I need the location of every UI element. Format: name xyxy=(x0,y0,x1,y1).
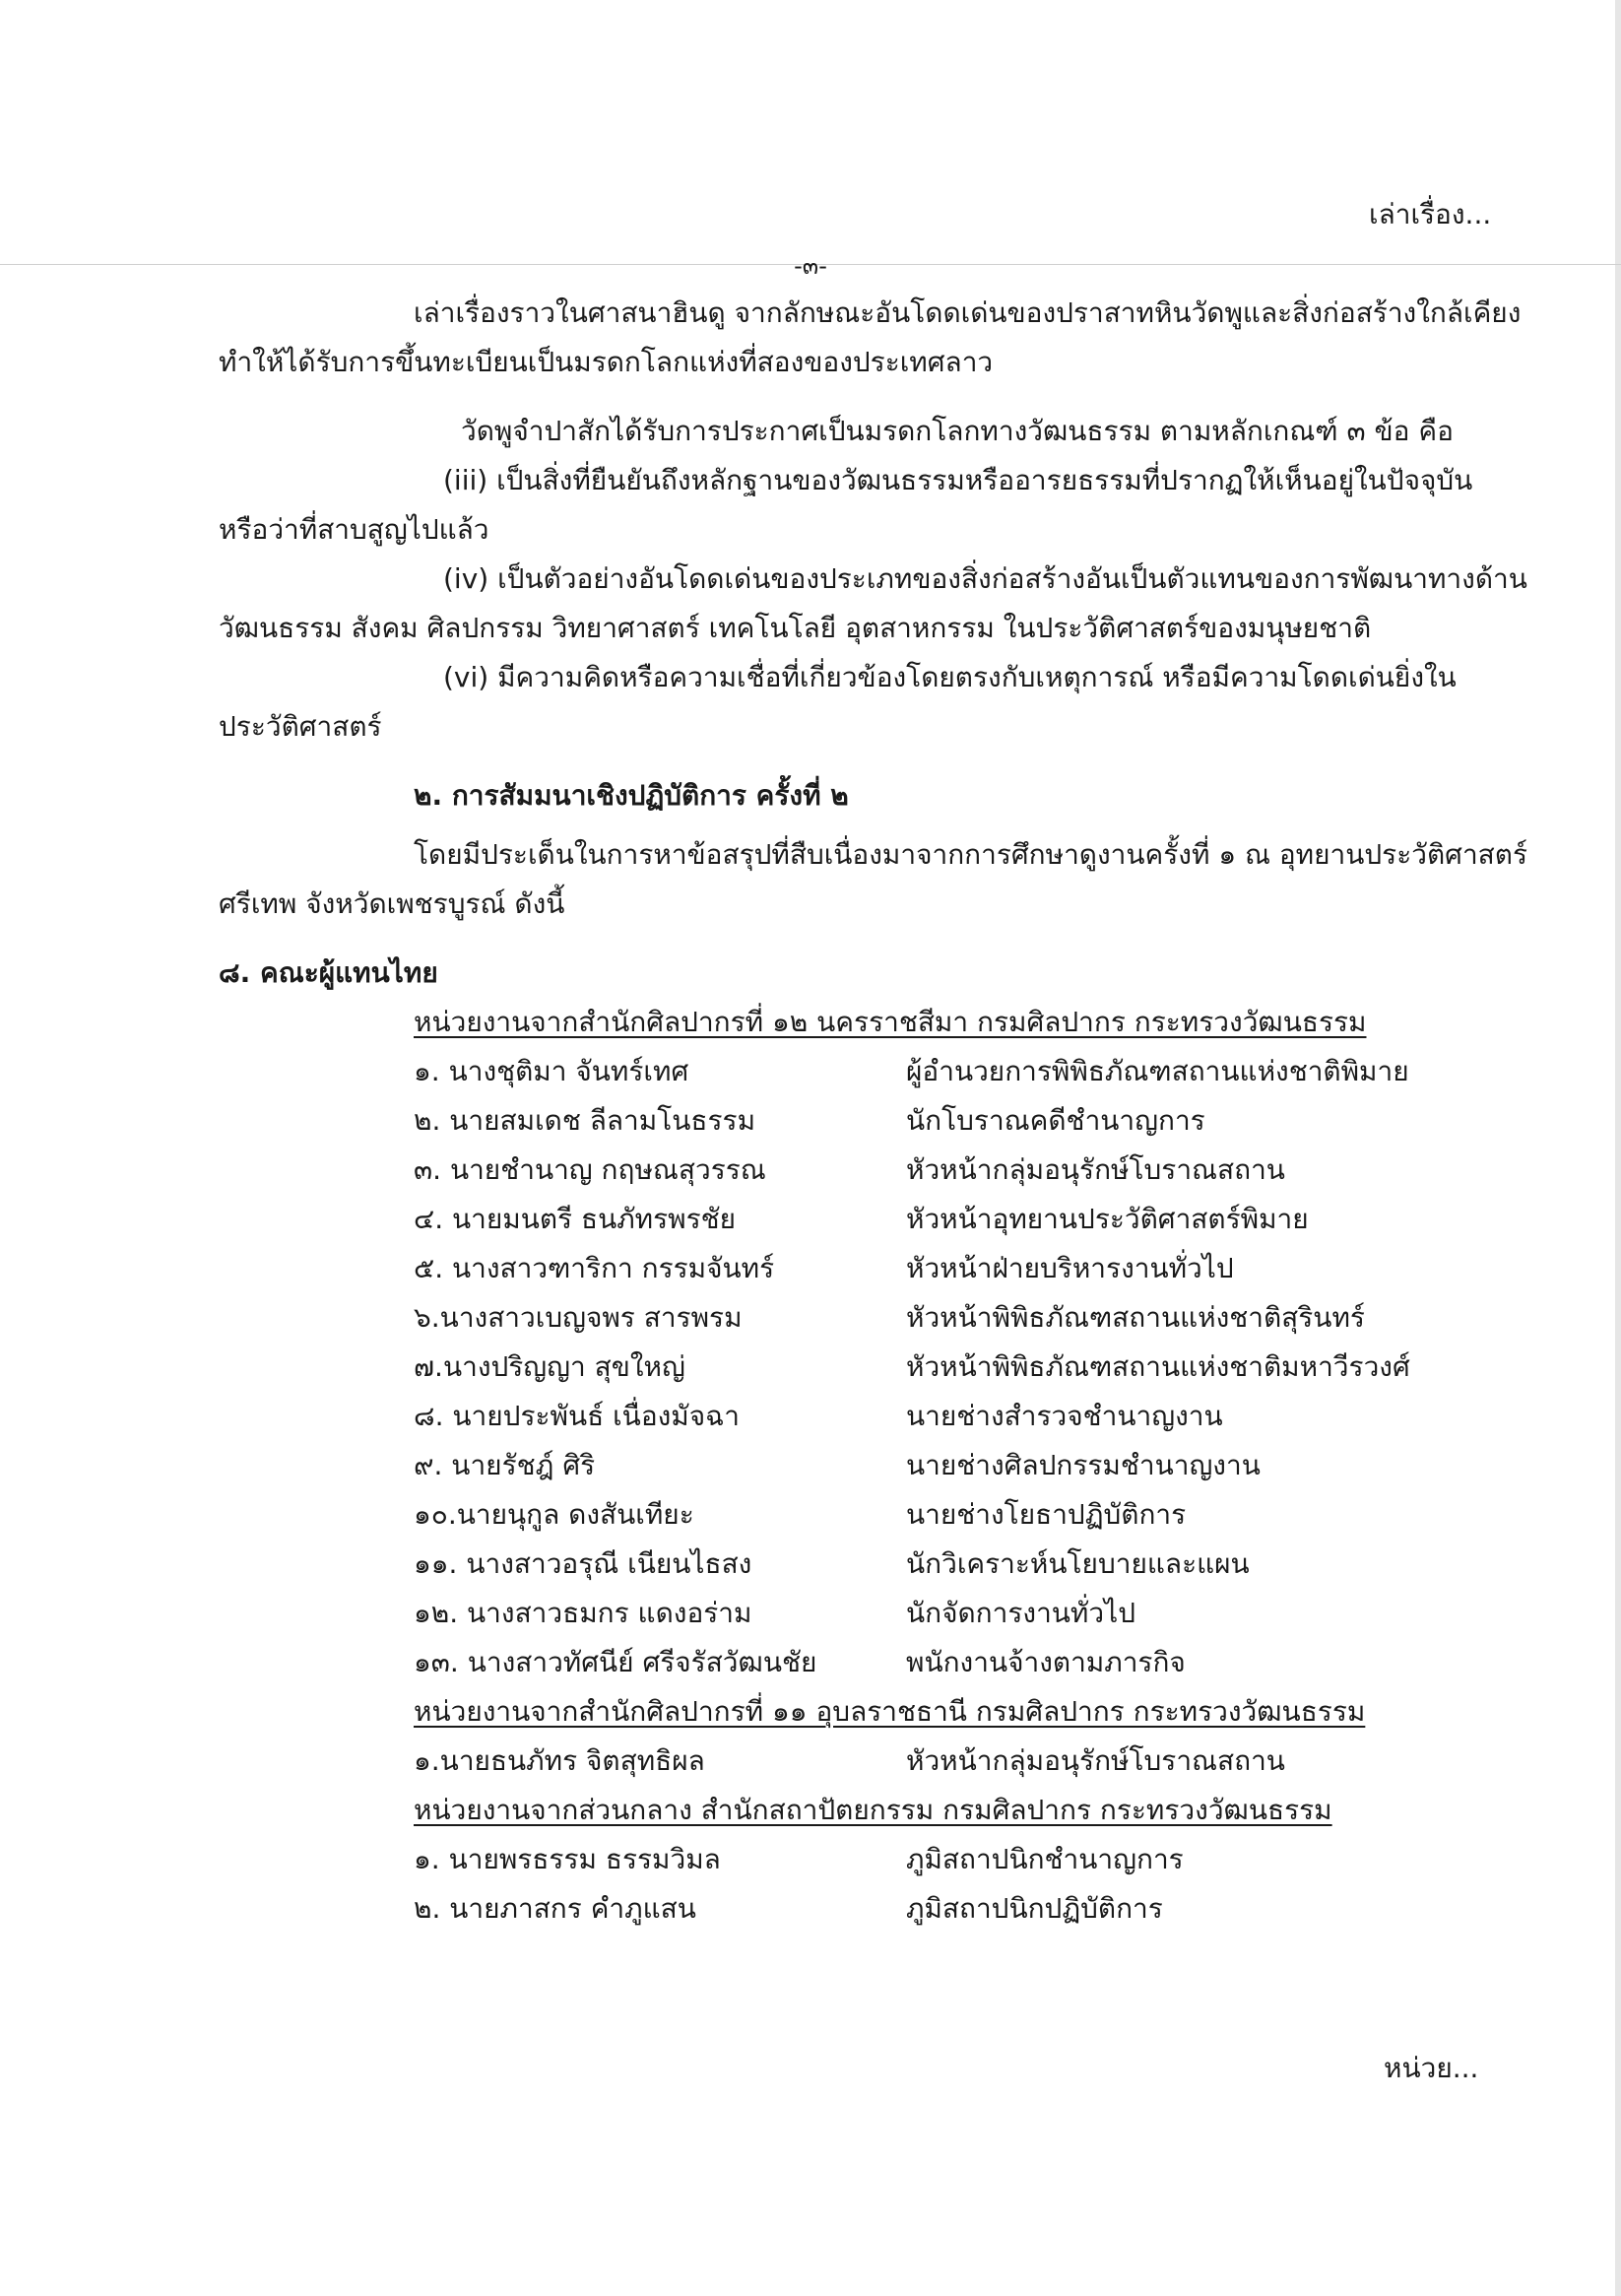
member-position: นายช่างโยธาปฏิบัติการ xyxy=(906,1498,1187,1531)
member-name: ๒. นายภาสกร คำภูแสน xyxy=(414,1892,696,1925)
scan-edge xyxy=(1615,0,1621,2296)
group-1-title: หน่วยงานจากสำนักศิลปากรที่ ๑๒ นครราชสีมา กรมศิลปากร กระทรวงวัฒนธรรม xyxy=(414,1006,1367,1038)
member-name: ๘. นายประพันธ์ เนื่องมัจฉา xyxy=(414,1400,740,1432)
member-position: นายช่างสำรวจชำนาญงาน xyxy=(906,1400,1223,1432)
member-name: ๔. นายมนตรี ธนภัทรพรชัย xyxy=(414,1203,737,1235)
member-name: ๕. นางสาวฑาริกา กรรมจันทร์ xyxy=(414,1252,775,1284)
criterion-vi-line-1: (vi) มีความคิดหรือความเชื่อที่เกี่ยวข้องโดยตรงกับเหตุการณ์ หรือมีความโดดเด่นยิ่งใน xyxy=(443,661,1457,693)
member-name: ๑. นางชุติมา จันทร์เทศ xyxy=(414,1055,689,1087)
member-name: ๑๒. นางสาวธมกร แดงอร่าม xyxy=(414,1597,752,1629)
member-position: นักวิเคราะห์นโยบายและแผน xyxy=(906,1547,1250,1580)
member-name: ๙. นายรัชฎ์ ศิริ xyxy=(414,1449,596,1481)
member-name: ๒. นายสมเดช ลีลามโนธรรม xyxy=(414,1104,756,1137)
criteria-lead: วัดพูจำปาสักได้รับการประกาศเป็นมรดกโลกทางวัฒนธรรม ตามหลักเกณฑ์ ๓ ข้อ คือ xyxy=(461,415,1454,447)
member-position: หัวหน้าฝ่ายบริหารงานทั่วไป xyxy=(906,1252,1234,1284)
header-continuation: เล่าเรื่อง... xyxy=(1369,198,1492,230)
member-position: ภูมิสถาปนิกปฏิบัติการ xyxy=(906,1892,1163,1925)
footer-continuation: หน่วย... xyxy=(1384,2052,1479,2084)
member-name: ๖.นางสาวเบญจพร สารพรม xyxy=(414,1301,743,1334)
member-position: นายช่างศิลปกรรมชำนาญงาน xyxy=(906,1449,1261,1481)
member-name: ๓. นายชำนาญ กฤษณสุวรรณ xyxy=(414,1153,766,1186)
criterion-vi-line-2: ประวัติศาสตร์ xyxy=(219,710,382,743)
member-name: ๑๑. นางสาวอรุณี เนียนไธสง xyxy=(414,1547,752,1580)
section-2-line-2: ศรีเทพ จังหวัดเพชรบูรณ์ ดังนี้ xyxy=(219,887,565,920)
member-position: หัวหน้าอุทยานประวัติศาสตร์พิมาย xyxy=(906,1203,1309,1235)
criterion-iv-line-2: วัฒนธรรม สังคม ศิลปกรรม วิทยาศาสตร์ เทคโนโลยี อุตสาหกรรม ในประวัติศาสตร์ของมนุษยชาติ xyxy=(219,612,1372,644)
section-2-line-1: โดยมีประเด็นในการหาข้อสรุปที่สืบเนื่องมาจากการศึกษาดูงานครั้งที่ ๑ ณ อุทยานประวัติศาสตร์ xyxy=(414,838,1527,871)
intro-line-2: ทำให้ได้รับการขึ้นทะเบียนเป็นมรดกโลกแห่งที่สองของประเทศลาว xyxy=(219,346,994,378)
group-3-title: หน่วยงานจากส่วนกลาง สำนักสถาปัตยกรรม กรมศิลปากร กระทรวงวัฒนธรรม xyxy=(414,1794,1332,1826)
member-position: พนักงานจ้างตามภารกิจ xyxy=(906,1646,1186,1678)
criterion-iv-line-1: (iv) เป็นตัวอย่างอันโดดเด่นของประเภทของสิ่งก่อสร้างอันเป็นตัวแทนของการพัฒนาทางด้าน xyxy=(443,562,1527,595)
member-position: นักโบราณคดีชำนาญการ xyxy=(906,1104,1205,1137)
member-position: หัวหน้ากลุ่มอนุรักษ์โบราณสถาน xyxy=(906,1744,1285,1777)
section-8-heading: ๘. คณะผู้แทนไทย xyxy=(219,956,438,989)
member-position: หัวหน้าพิพิธภัณฑสถานแห่งชาติสุรินทร์ xyxy=(906,1301,1365,1334)
page-number: -๓- xyxy=(794,252,827,280)
member-position: นักจัดการงานทั่วไป xyxy=(906,1597,1135,1629)
member-position: หัวหน้ากลุ่มอนุรักษ์โบราณสถาน xyxy=(906,1153,1285,1186)
intro-line-1: เล่าเรื่องราวในศาสนาฮินดู จากลักษณะอันโดดเด่นของปราสาทหินวัดพูและสิ่งก่อสร้างใกล้เคียง xyxy=(414,296,1522,329)
member-position: ภูมิสถาปนิกชำนาญการ xyxy=(906,1843,1184,1875)
member-name: ๗.นางปริญญา สุขใหญ่ xyxy=(414,1350,685,1383)
member-position: หัวหน้าพิพิธภัณฑสถานแห่งชาติมหาวีรวงศ์ xyxy=(906,1350,1410,1383)
criterion-iii-line-2: หรือว่าที่สาบสูญไปแล้ว xyxy=(219,513,489,546)
member-position: ผู้อำนวยการพิพิธภัณฑสถานแห่งชาติพิมาย xyxy=(906,1055,1409,1087)
member-name: ๑๐.นายนุกูล ดงสันเทียะ xyxy=(414,1498,694,1531)
member-name: ๑.นายธนภัทร จิตสุทธิผล xyxy=(414,1744,705,1777)
member-name: ๑๓. นางสาวทัศนีย์ ศรีจรัสวัฒนชัย xyxy=(414,1646,817,1678)
criterion-iii-line-1: (iii) เป็นสิ่งที่ยืนยันถึงหลักฐานของวัฒนธรรมหรืออารยธรรมที่ปรากฏให้เห็นอยู่ในปัจจุบัน xyxy=(443,464,1473,496)
group-2-title: หน่วยงานจากสำนักศิลปากรที่ ๑๑ อุบลราชธานี กรมศิลปากร กระทรวงวัฒนธรรม xyxy=(414,1695,1366,1728)
member-name: ๑. นายพรธรรม ธรรมวิมล xyxy=(414,1843,721,1875)
section-2-heading: ๒. การสัมมนาเชิงปฏิบัติการ ครั้งที่ ๒ xyxy=(414,779,849,812)
